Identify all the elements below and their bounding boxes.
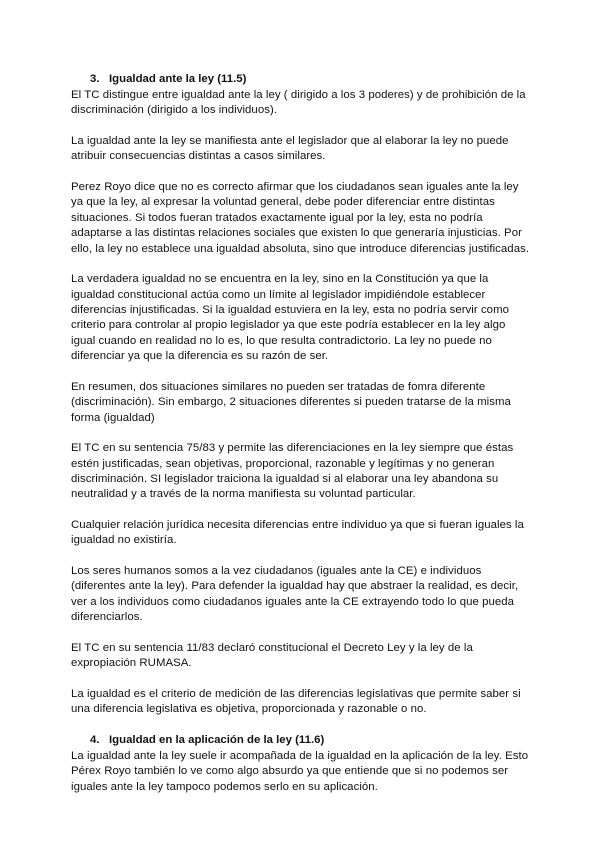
paragraph: La igualdad ante la ley se manifiesta ante el legislador que al elaborar la ley no puede atribuir consecuencias distintas a casos similares. (71, 135, 509, 163)
paragraph: En resumen, dos situaciones similares no pueden ser tratadas de fomra diferente (discriminación). Sin embargo, 2 situaciones diferentes si pueden tratarse de la misma forma (igualdad) (71, 380, 511, 424)
section-title: Igualdad ante la ley (11.5) (109, 73, 247, 85)
section-heading (71, 72, 531, 87)
paragraph: Perez Royo dice que no es correcto afirmar que los ciudadanos sean iguales ante la ley ya que la ley, al expresar la voluntad general, debe poder diferenciar entre distintas situaciones. Si todos fueran tratados exactamente igual por la ley, esta no podría adaptarse a las distintas relaciones sociales que existen lo que generaría injusticias. Por ello, la ley no establece una igualdad absoluta, sino que introduce diferencias justificadas. (71, 181, 530, 255)
paragraph: La igualdad es el criterio de medición de las diferencias legislativas que permite saber si una diferencia legislativa es objetiva, proporcionada y razonable o no. (71, 687, 521, 716)
paragraph: Los seres humanos somos a la vez ciudadanos (iguales ante la CE) e individuos (diferentes ante la ley). Para defender la igualdad hay que abstraer la realidad, es decir, ver a los individuos como ciudadanos iguales ante la CE extrayendo todo lo que pueda diferenciarlos. (71, 565, 519, 624)
section-heading (71, 733, 531, 748)
document-page (71, 72, 531, 795)
paragraph: La verdadera igualdad no se encuentra en la ley, sino en la Constitución ya que la igualdad constitucional actúa como un límite al legislador impidiéndole establecer diferencias injustificadas. Si la igualdad estuviera en la ley, esta no podría servir como criterio para controlar al propio legislador ya que este podría establecer en la ley algo igual cuando en realidad no lo es, lo que resulta contradictorio. La ley no puede no diferenciar ya que la diferencia es su razón de ser. (71, 273, 509, 363)
paragraph: El TC en su sentencia 11/83 declaró constitucional el Decreto Ley y la ley de la expropiación RUMASA. (71, 641, 473, 670)
paragraph: Cualquier relación jurídica necesita diferencias entre individuo ya que si fueran iguales la igualdad no existiría. (71, 519, 524, 547)
paragraph: El TC en su sentencia 75/83 y permite las diferenciaciones en la ley siempre que éstas estén justificadas, sean objetivas, proporcional, razonable y legítimas y no generan discriminación. SI legislador traiciona la igualdad si al elaborar una ley abandona su neutralidad y a través de la norma manifiesta su voluntad particular. (71, 442, 514, 501)
section-title: Igualdad en la aplicación de la ley (11.6) (109, 733, 325, 746)
paragraph: La igualdad ante la ley suele ir acompañada de la igualdad en la aplicación de la ley. Esto Pérex Royo también lo ve como algo absurdo ya que entiende que si no podemos ser iguales ante la ley tampoco podemos serlo en su aplicación. (71, 749, 529, 793)
section-number: 3. (90, 73, 100, 85)
paragraph: El TC distingue entre igualdad ante la ley ( dirigido a los 3 poderes) y de prohibición de la discriminación (dirigido a los individuos). (71, 89, 526, 117)
section-number: 4. (90, 733, 100, 746)
